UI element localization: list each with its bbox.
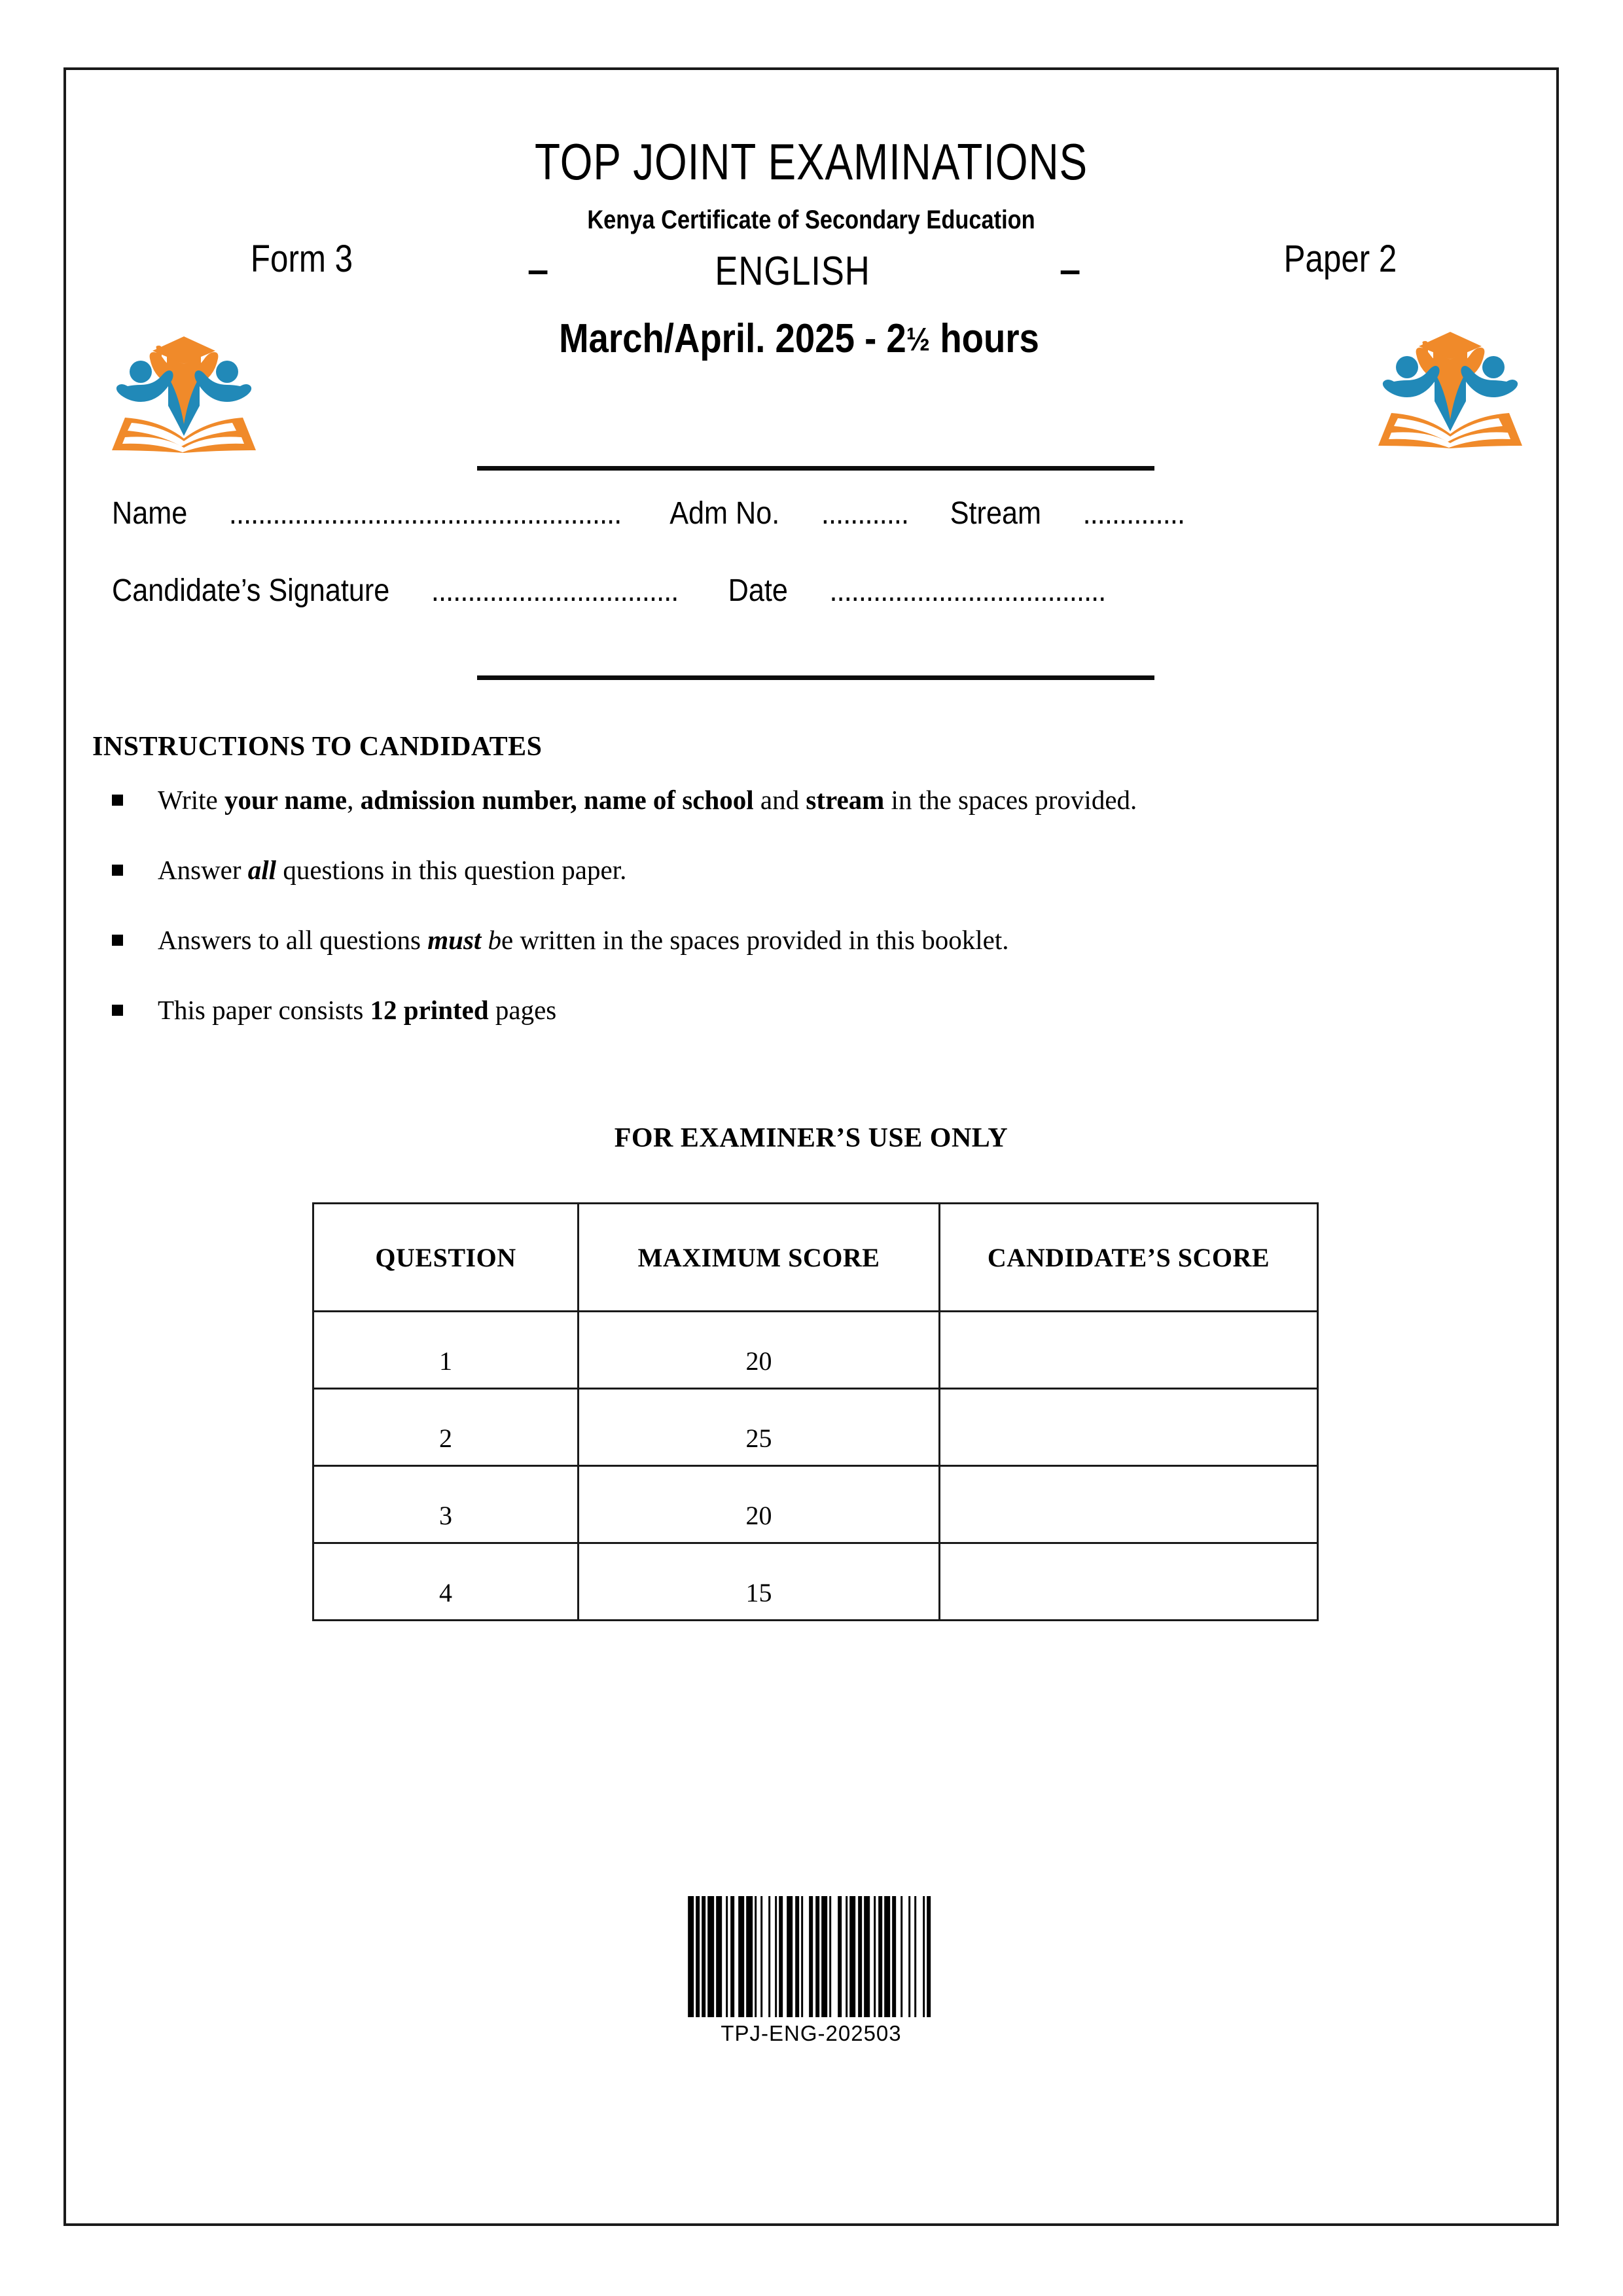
date-field-label: Date	[728, 573, 788, 608]
signature-field-input[interactable]: ..................................	[431, 573, 679, 608]
cell-candidate-score[interactable]	[940, 1466, 1318, 1543]
name-field-label: Name	[112, 496, 188, 531]
header-divider-bottom	[477, 675, 1154, 680]
instruction-text: Answer all questions in this question paper.	[158, 855, 627, 885]
cell-candidate-score[interactable]	[940, 1389, 1318, 1466]
instruction-item-write-name	[92, 787, 1517, 814]
date-duration-prefix: March/April. 2025 - 2	[559, 316, 906, 361]
bullet-square-icon	[112, 795, 123, 806]
cell-maximum-score: 20	[579, 1466, 940, 1543]
cell-question-number: 1	[313, 1312, 579, 1389]
barcode-bar	[803, 1896, 809, 2017]
column-header-maximum-score: MAXIMUM SCORE	[579, 1204, 940, 1312]
instruction-item-answers-in-booklet	[92, 927, 1517, 954]
dash-separator-right: –	[1060, 249, 1081, 291]
barcode-bar	[716, 1896, 722, 2017]
table-row	[313, 1466, 1318, 1543]
cell-maximum-score: 20	[579, 1312, 940, 1389]
examiner-score-table	[312, 1202, 1319, 1621]
paper-label: Paper 2	[1283, 238, 1397, 280]
form-label: Form 3	[250, 238, 353, 280]
barcode-bar	[708, 1896, 714, 2017]
exam-paper-page	[63, 67, 1559, 2226]
instruction-item-printed-pages	[92, 997, 1517, 1024]
table-header-row	[313, 1204, 1318, 1312]
instruction-item-answer-all	[92, 857, 1517, 884]
barcode-bar	[762, 1896, 768, 2017]
bullet-square-icon	[112, 865, 123, 876]
name-field-input[interactable]: ......................................................	[228, 496, 622, 531]
institution-logo-right	[1372, 317, 1529, 448]
barcode-bar	[688, 1896, 694, 2017]
bullet-square-icon	[112, 1005, 123, 1016]
date-field-input[interactable]: ......................................	[829, 573, 1106, 608]
examiner-use-heading: FOR EXAMINER’S USE ONLY	[614, 1123, 1008, 1153]
barcode-bar	[902, 1896, 908, 2017]
date-duration-suffix: hours	[930, 316, 1039, 361]
stream-field-input[interactable]: ..............	[1082, 496, 1185, 531]
barcode-bar	[831, 1896, 837, 2017]
cell-candidate-score[interactable]	[940, 1312, 1318, 1389]
column-header-question: QUESTION	[313, 1204, 579, 1312]
institution-logo-left	[105, 322, 262, 453]
candidate-identification-row	[112, 495, 1370, 531]
table-row	[313, 1312, 1318, 1389]
cell-candidate-score[interactable]	[940, 1543, 1318, 1621]
column-header-candidate-score: CANDIDATE’S SCORE	[940, 1204, 1318, 1312]
barcode-bar	[787, 1896, 793, 2017]
barcode-bar	[738, 1896, 744, 2017]
table-row	[313, 1543, 1318, 1621]
barcode-bar	[884, 1896, 890, 2017]
barcode-image	[688, 1896, 935, 2017]
exam-title: TOP JOINT EXAMINATIONS	[535, 133, 1088, 190]
barcode-block	[688, 1896, 935, 2046]
barcode-label: TPJ-ENG-202503	[721, 2021, 902, 2045]
duration-fraction: ½	[906, 321, 931, 358]
exam-subtitle: Kenya Certificate of Secondary Education	[587, 206, 1035, 234]
instruction-text: Answers to all questions must be written in the spaces provided in this booklet.	[158, 925, 1009, 955]
cell-maximum-score: 15	[579, 1543, 940, 1621]
instructions-list	[92, 787, 1517, 1067]
cell-question-number: 3	[313, 1466, 579, 1543]
date-and-duration	[459, 315, 1139, 362]
adm-no-field-input[interactable]: ............	[821, 496, 909, 531]
table-row	[313, 1389, 1318, 1466]
barcode-bar	[931, 1896, 935, 2017]
barcode-bar	[849, 1896, 855, 2017]
barcode-bar	[821, 1896, 827, 2017]
barcode-bar	[746, 1896, 752, 2017]
adm-no-field-label: Adm No.	[669, 496, 780, 531]
bullet-square-icon	[112, 935, 123, 946]
subject-label: ENGLISH	[715, 249, 870, 294]
candidate-signature-row	[112, 573, 1370, 609]
stream-field-label: Stream	[950, 496, 1041, 531]
dash-separator-left: –	[527, 249, 549, 291]
cell-question-number: 4	[313, 1543, 579, 1621]
header-divider-top	[477, 466, 1154, 471]
signature-field-label: Candidate’s Signature	[112, 573, 390, 608]
cell-question-number: 2	[313, 1389, 579, 1466]
instruction-text: Write your name, admission number, name of school and stream in the spaces provided.	[158, 785, 1137, 815]
barcode-bar	[916, 1896, 922, 2017]
instructions-heading: INSTRUCTIONS TO CANDIDATES	[92, 732, 543, 762]
barcode-bar	[864, 1896, 870, 2017]
cell-maximum-score: 25	[579, 1389, 940, 1466]
instruction-text: This paper consists 12 printed pages	[158, 995, 557, 1025]
